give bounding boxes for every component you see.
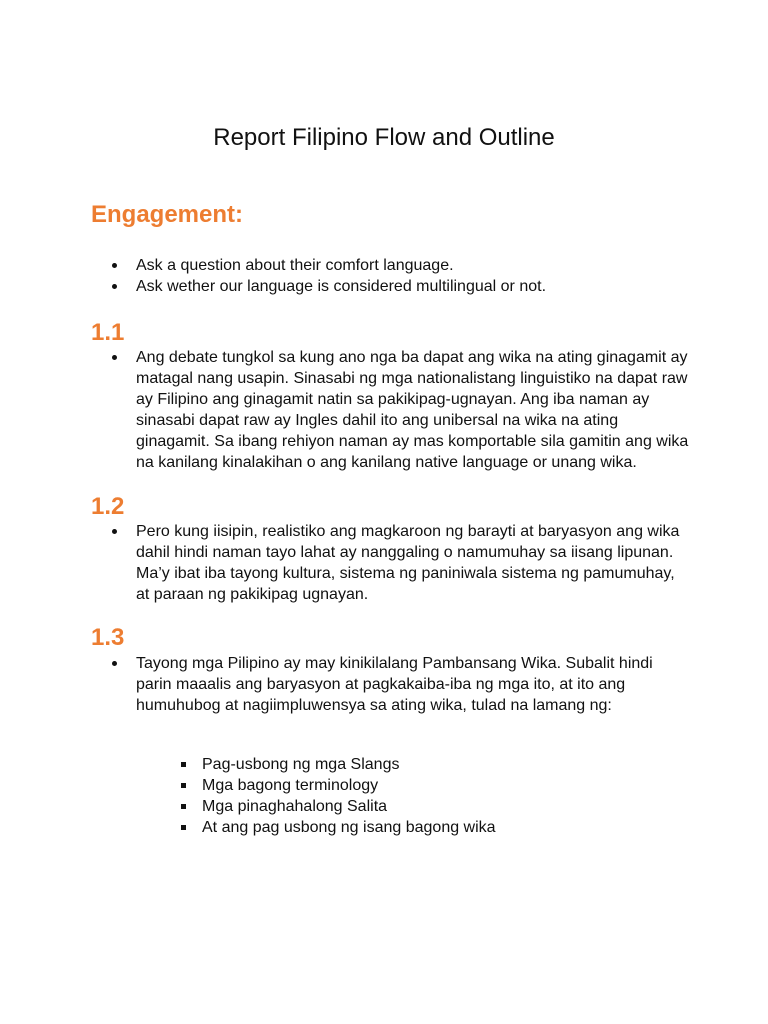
list-item-text: Tayong mga Pilipino ay may kinikilalang Pambansang Wika. Subalit hindi parin maaalis ang baryasyon at pagkakaiba-iba ng mga ito, at ito ang humuhubog at nagiimpluwensya sa ating wika, tulad na lamang ng: xyxy=(136,655,653,714)
square-bullet-icon xyxy=(181,783,186,788)
section-1-3-sub-list xyxy=(177,754,597,838)
section-1-2-bullet-list xyxy=(91,521,691,605)
sub-list-item xyxy=(177,754,597,775)
bullet-icon xyxy=(112,263,117,268)
list-item xyxy=(91,255,691,276)
square-bullet-icon xyxy=(181,762,186,767)
sub-list-item-text: Mga bagong terminology xyxy=(202,777,379,794)
square-bullet-icon xyxy=(181,825,186,830)
engagement-bullet-list xyxy=(91,255,691,297)
list-item xyxy=(91,521,691,605)
section-heading-1-2: 1.2 xyxy=(91,493,125,520)
sub-list-item-text: Pag-usbong ng mga Slangs xyxy=(202,756,400,773)
sub-list-item-text: Mga pinaghahalong Salita xyxy=(202,798,388,815)
list-item-text: Ask a question about their comfort language. xyxy=(136,257,454,274)
sub-list-item-text: At ang pag usbong ng isang bagong wika xyxy=(202,819,496,836)
sub-list-item xyxy=(177,817,597,838)
bullet-icon xyxy=(112,355,117,360)
bullet-icon xyxy=(112,284,117,289)
section-heading-1-3: 1.3 xyxy=(91,624,125,651)
sub-list-item xyxy=(177,775,597,796)
document-title: Report Filipino Flow and Outline xyxy=(213,124,555,151)
section-1-1-bullet-list xyxy=(91,347,691,473)
list-item-text: Ask wether our language is considered multilingual or not. xyxy=(136,278,547,295)
list-item xyxy=(91,276,691,297)
section-heading-engagement: Engagement: xyxy=(91,201,244,228)
list-item xyxy=(91,653,691,716)
list-item xyxy=(91,347,691,473)
square-bullet-icon xyxy=(181,804,186,809)
list-item-text: Ang debate tungkol sa kung ano nga ba dapat ang wika na ating ginagamit ay matagal nang usapin. Sinasabi ng mga nationalistang linguistiko na dapat raw ay Filipino ang ginagamit natin sa pakikipag-ugnayan. Ang iba naman ay sinasabi dapat raw ay Ingles dahil ito ang unibersal na wika na ating ginagamit. Sa ibang rehiyon naman ay mas komportable sila gamitin ang wika na kanilang kinalakihan o ang kanilang native language or unang wika. xyxy=(136,349,689,471)
sub-list-item xyxy=(177,796,597,817)
section-heading-1-1: 1.1 xyxy=(91,319,125,346)
bullet-icon xyxy=(112,661,117,666)
list-item-text: Pero kung iisipin, realistiko ang magkaroon ng barayti at baryasyon ang wika dahil hindi naman tayo lahat ay nanggaling o namumuhay sa iisang lipunan. Ma’y ibat iba tayong kultura, sistema ng paniniwala sistema ng pamumuhay, at paraan ng pakikipag ugnayan. xyxy=(136,523,680,603)
section-1-3-bullet-list xyxy=(91,653,691,716)
bullet-icon xyxy=(112,529,117,534)
